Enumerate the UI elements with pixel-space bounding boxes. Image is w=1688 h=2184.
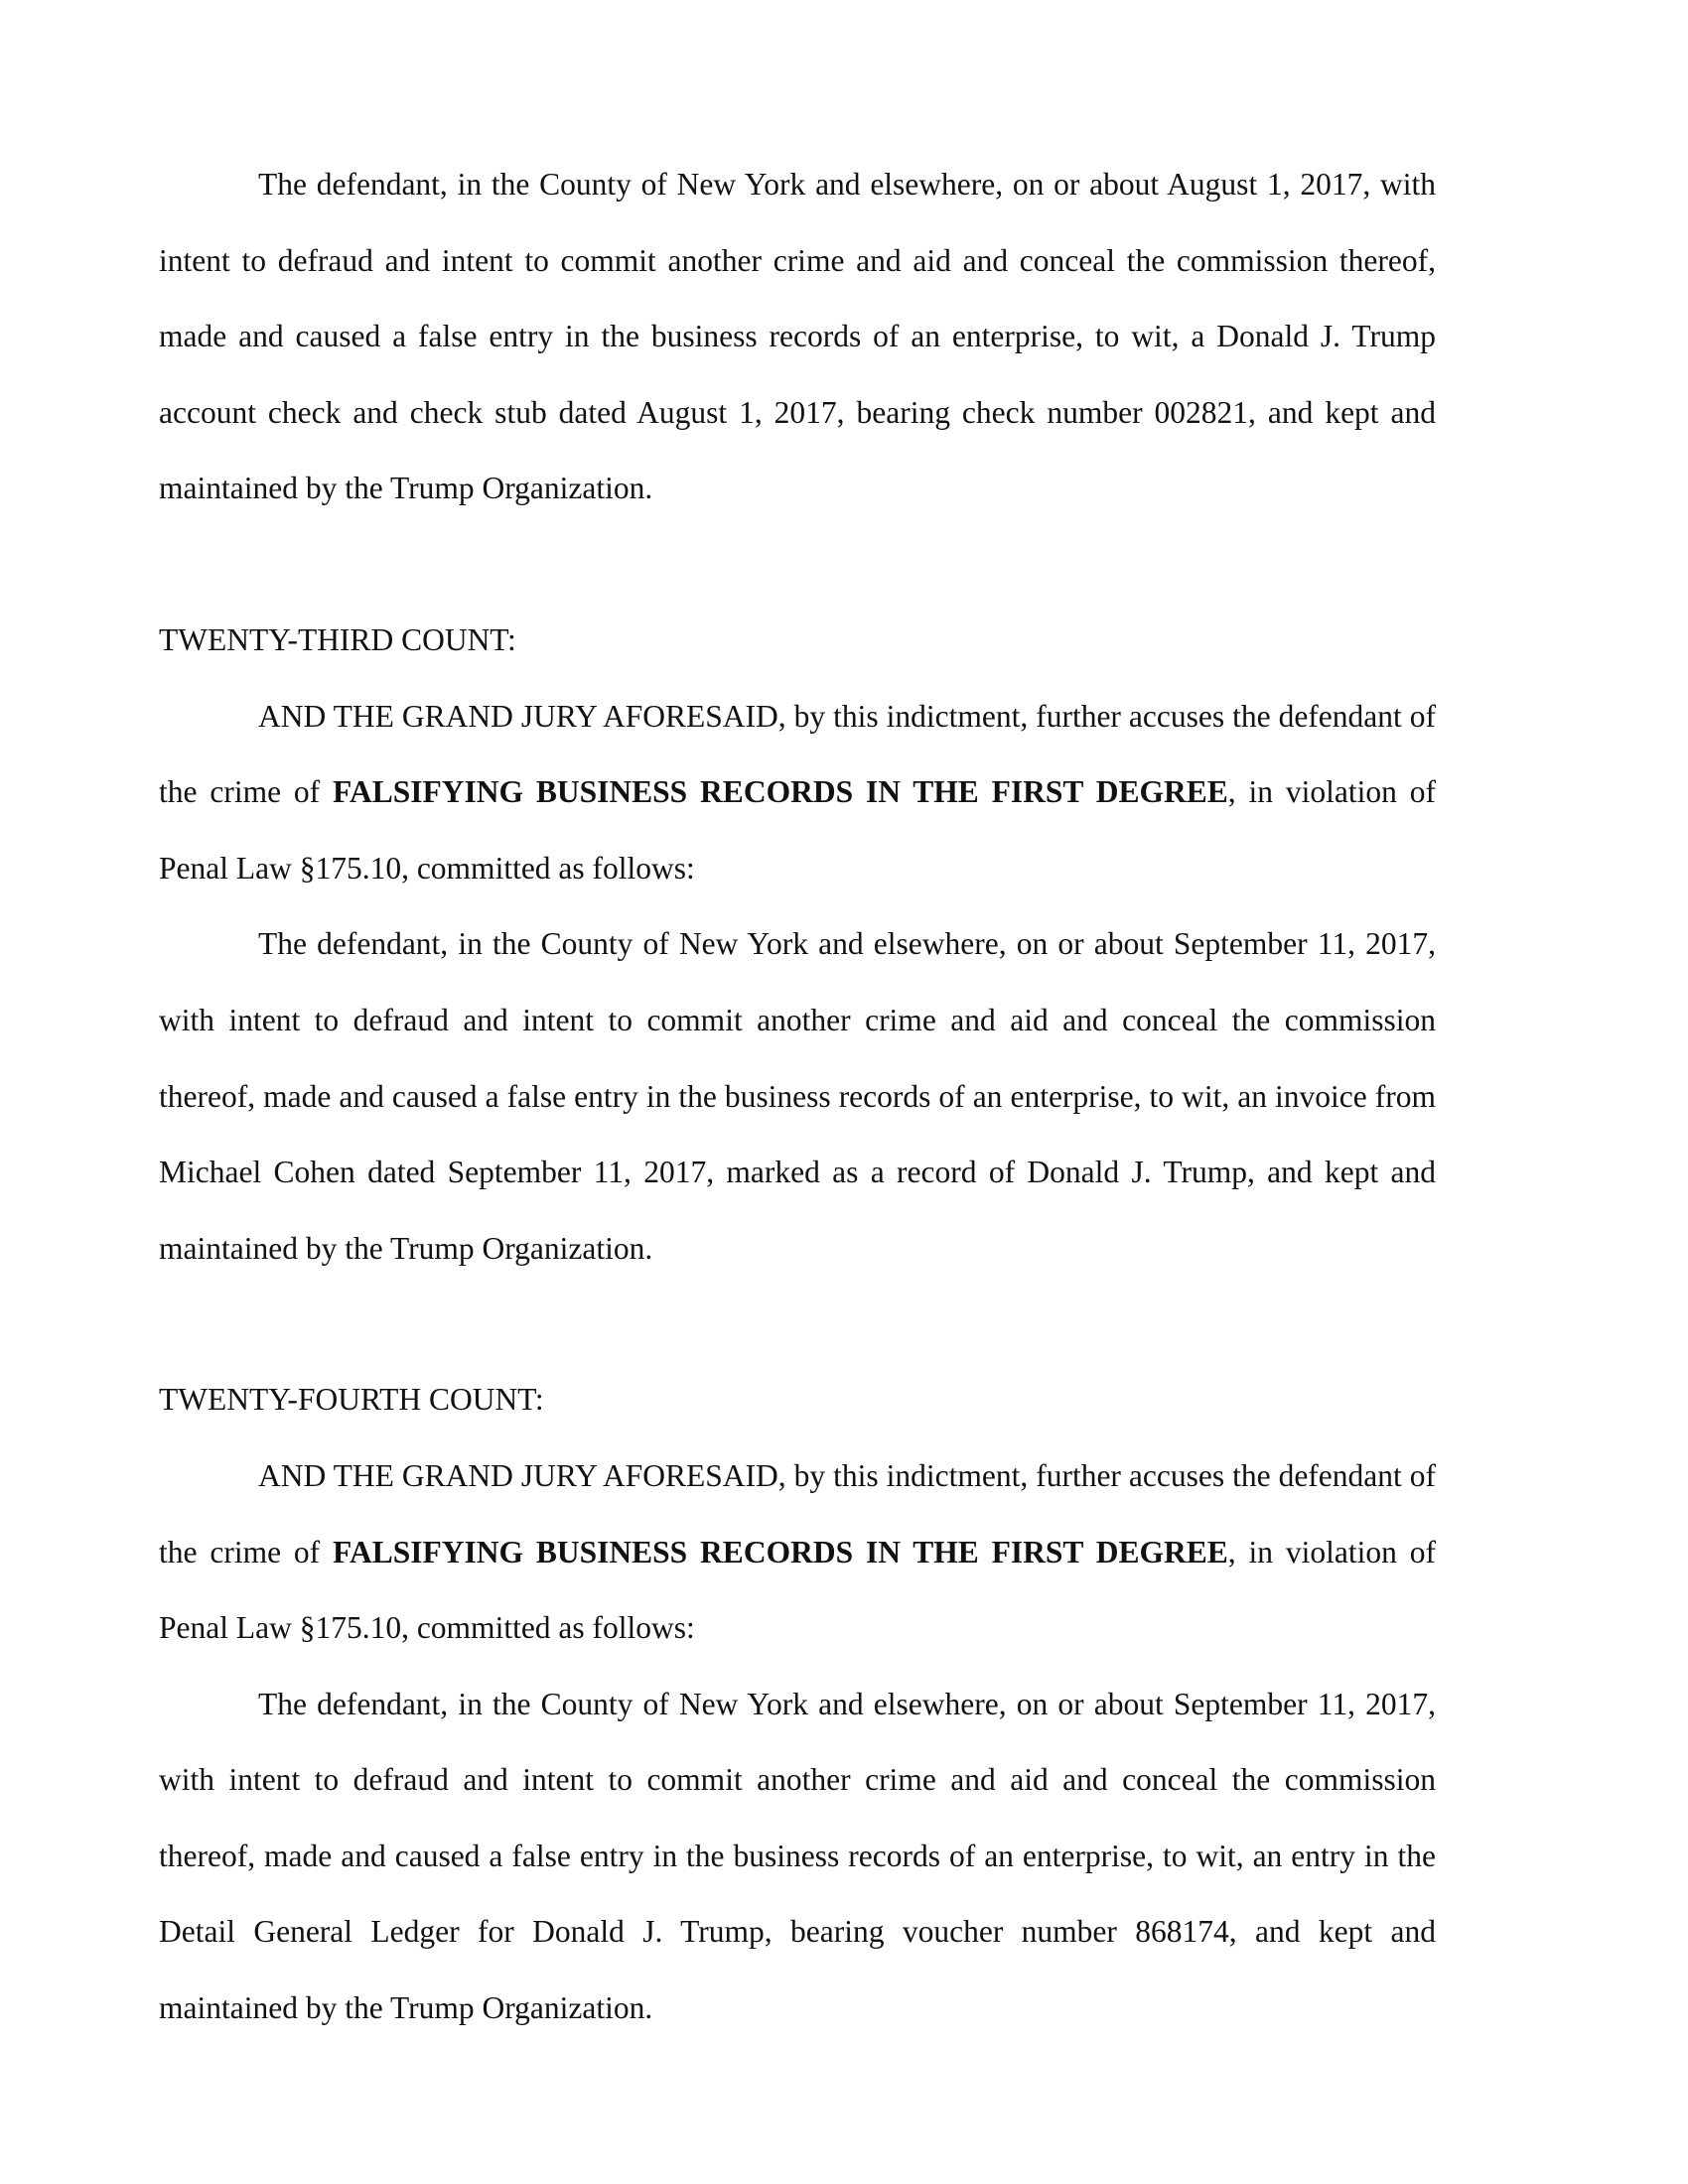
count-heading-twenty-third: TWENTY-THIRD COUNT: xyxy=(159,621,516,657)
section-spacer xyxy=(159,527,1436,603)
accusation-statute: , in violation of Penal Law §175.10, committed as follows: xyxy=(159,1534,1436,1646)
crime-name: FALSIFYING BUSINESS RECORDS IN THE FIRST DEGREE xyxy=(333,774,1228,810)
paragraph-22nd-count-facts: The defendant, in the County of New York and elsewhere, on or about August 1, 2017, with intent to defraud and intent to commit another crime and aid and conceal the commission thereof, made and caused a false entry in the business records of an enterprise, to wit, a Donald J. Trump account check and check stub dated August 1, 2017, bearing check number 002821, and kept and maintained by the Trump Organization. xyxy=(159,167,1436,506)
paragraph-23rd-count-accusation xyxy=(159,679,1436,907)
accusation-text: AND THE GRAND JURY AFORESAID, by this indictment, further accuses the defendant of the crime of xyxy=(159,1457,1436,1570)
count-heading-twenty-fourth: TWENTY-FOURTH COUNT: xyxy=(159,1382,544,1418)
accusation-text: AND THE GRAND JURY AFORESAID, by this indictment, further accuses the defendant of the crime of xyxy=(159,698,1436,810)
paragraph-23rd-count-facts: The defendant, in the County of New York and elsewhere, on or about September 11, 2017, with intent to defraud and intent to commit another crime and aid and conceal the commission thereof, made and caused a false entry in the business records of an enterprise, to wit, an invoice from Michael Cohen dated September 11, 2017, marked as a record of Donald J. Trump, and kept and maintained by the Trump Organization. xyxy=(159,926,1436,1266)
paragraph-24th-count-facts: The defendant, in the County of New York and elsewhere, on or about September 11, 2017, with intent to defraud and intent to commit another crime and aid and conceal the commission thereof, made and caused a false entry in the business records of an enterprise, to wit, an entry in the Detail General Ledger for Donald J. Trump, bearing voucher number 868174, and kept and maintained by the Trump Organization. xyxy=(159,1686,1436,2026)
crime-name: FALSIFYING BUSINESS RECORDS IN THE FIRST DEGREE xyxy=(333,1534,1228,1570)
section-spacer xyxy=(159,1287,1436,1362)
accusation-statute: , in violation of Penal Law §175.10, committed as follows: xyxy=(159,774,1436,886)
document-body xyxy=(159,147,1436,2047)
paragraph-24th-count-accusation xyxy=(159,1438,1436,1667)
